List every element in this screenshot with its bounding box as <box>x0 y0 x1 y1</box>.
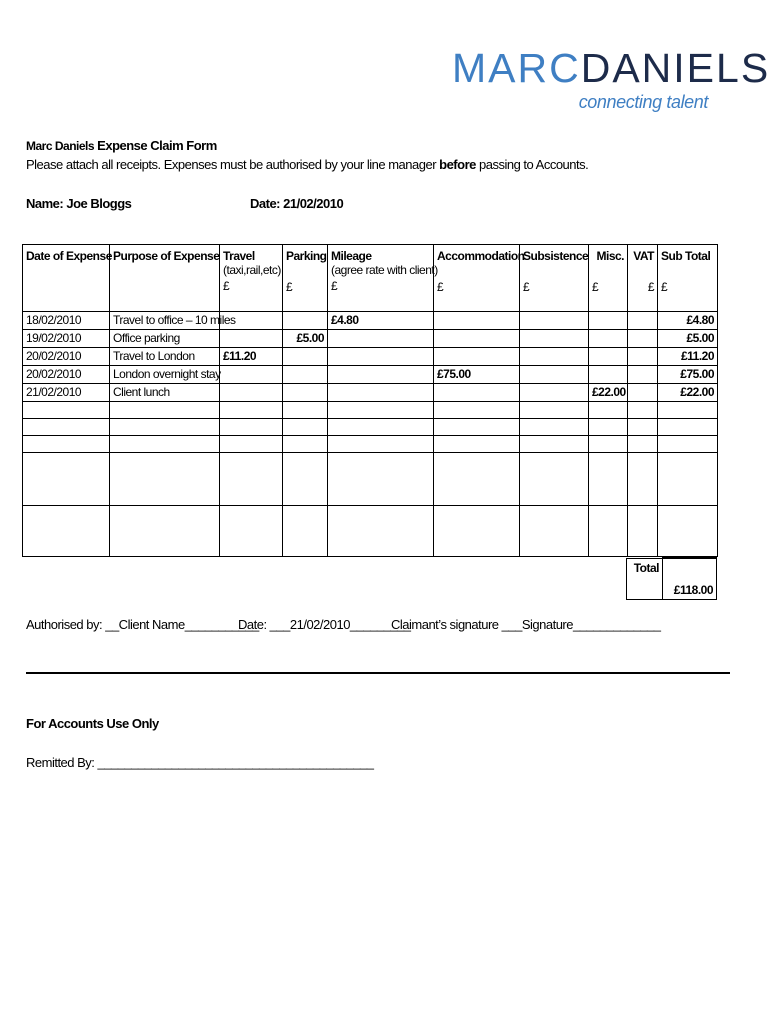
cell-mileage <box>328 384 434 402</box>
col-accommodation-header: Accommodation £ <box>434 245 520 312</box>
cell-vat <box>628 312 658 330</box>
cell-purpose: Client lunch <box>110 384 220 402</box>
col-subsistence-header: Subsistence £ <box>520 245 589 312</box>
cell-parking: £5.00 <box>283 330 328 348</box>
total-label: Total <box>627 558 663 599</box>
col-vat-header: VAT £ <box>628 245 658 312</box>
cell-subtotal: £75.00 <box>658 366 718 384</box>
cell-accommodation: £75.00 <box>434 366 520 384</box>
instructions <box>26 157 588 172</box>
signoff-date: Date: ___21/02/2010_________ <box>238 617 411 632</box>
table-row <box>23 366 718 384</box>
cell-accommodation <box>434 348 520 366</box>
table-row <box>23 348 718 366</box>
cell-misc <box>589 312 628 330</box>
table-header-row <box>23 245 718 312</box>
logo-tagline: connecting talent <box>578 92 708 112</box>
cell-misc: £22.00 <box>589 384 628 402</box>
cell-subsistence <box>520 348 589 366</box>
cell-mileage: £4.80 <box>328 312 434 330</box>
cell-subtotal: £22.00 <box>658 384 718 402</box>
cell-purpose: Travel to London <box>110 348 220 366</box>
col-purpose-header: Purpose of Expense <box>110 245 220 312</box>
remitted-by: Remitted By: _________________________________________ <box>26 755 374 770</box>
cell-accommodation <box>434 384 520 402</box>
cell-travel <box>220 330 283 348</box>
cell-parking <box>283 384 328 402</box>
cell-vat <box>628 330 658 348</box>
table-row <box>23 312 718 330</box>
cell-date: 20/02/2010 <box>23 348 110 366</box>
cell-misc <box>589 330 628 348</box>
form-title <box>26 138 217 153</box>
cell-misc <box>589 348 628 366</box>
cell-vat <box>628 384 658 402</box>
claim-date: Date: 21/02/2010 <box>250 196 344 211</box>
cell-subsistence <box>520 384 589 402</box>
expense-table <box>22 244 718 557</box>
claimant-name: Name: Joe Bloggs <box>26 196 132 211</box>
cell-parking <box>283 366 328 384</box>
cell-date: 19/02/2010 <box>23 330 110 348</box>
cell-vat <box>628 366 658 384</box>
logo-wordmark <box>452 44 770 92</box>
cell-travel: £11.20 <box>220 348 283 366</box>
cell-date: 20/02/2010 <box>23 366 110 384</box>
cell-purpose: Travel to office – 10 miles <box>110 312 220 330</box>
logo-part-2: DANIELS <box>580 45 770 91</box>
cell-purpose: Office parking <box>110 330 220 348</box>
section-divider <box>26 672 730 674</box>
table-row-empty <box>23 419 718 436</box>
company-logo <box>452 44 770 120</box>
cell-subsistence <box>520 330 589 348</box>
cell-subsistence <box>520 312 589 330</box>
cell-parking <box>283 312 328 330</box>
cell-subtotal: £4.80 <box>658 312 718 330</box>
col-travel-header: Travel (taxi,rail,etc) £ <box>220 245 283 312</box>
accounts-heading: For Accounts Use Only <box>26 716 159 731</box>
table-row-empty <box>23 402 718 419</box>
table-row <box>23 384 718 402</box>
cell-misc <box>589 366 628 384</box>
cell-accommodation <box>434 312 520 330</box>
table-row-empty <box>23 436 718 453</box>
col-subtotal-header: Sub Total £ <box>658 245 718 312</box>
table-row <box>23 330 718 348</box>
col-parking-header: Parking £ <box>283 245 328 312</box>
instruction-bold: before <box>439 157 476 172</box>
cell-date: 21/02/2010 <box>23 384 110 402</box>
total-box <box>626 557 717 600</box>
cell-subtotal: £5.00 <box>658 330 718 348</box>
col-date-header: Date of Expense <box>23 245 110 312</box>
col-mileage-header: Mileage (agree rate with client) £ <box>328 245 434 312</box>
table-row-empty <box>23 453 718 506</box>
cell-subsistence <box>520 366 589 384</box>
cell-accommodation <box>434 330 520 348</box>
col-misc-header: Misc. £ <box>589 245 628 312</box>
cell-mileage <box>328 348 434 366</box>
cell-subtotal: £11.20 <box>658 348 718 366</box>
cell-vat <box>628 348 658 366</box>
instruction-post: passing to Accounts. <box>475 157 589 172</box>
cell-travel <box>220 366 283 384</box>
cell-parking <box>283 348 328 366</box>
logo-part-1: MARC <box>452 45 581 91</box>
cell-purpose: London overnight stay <box>110 366 220 384</box>
claimant-signature: Claimant’s signature ___Signature_____________ <box>391 617 661 632</box>
company-name: Marc Daniels <box>26 139 95 153</box>
table-row-empty <box>23 506 718 557</box>
cell-mileage <box>328 330 434 348</box>
cell-date: 18/02/2010 <box>23 312 110 330</box>
authorised-by: Authorised by: __Client Name___________ <box>26 617 259 632</box>
cell-mileage <box>328 366 434 384</box>
instruction-pre: Please attach all receipts. Expenses must be authorised by your line manager <box>26 157 440 172</box>
form-title-text: Expense Claim Form <box>97 138 217 153</box>
total-value: £118.00 <box>663 558 717 599</box>
cell-travel <box>220 384 283 402</box>
